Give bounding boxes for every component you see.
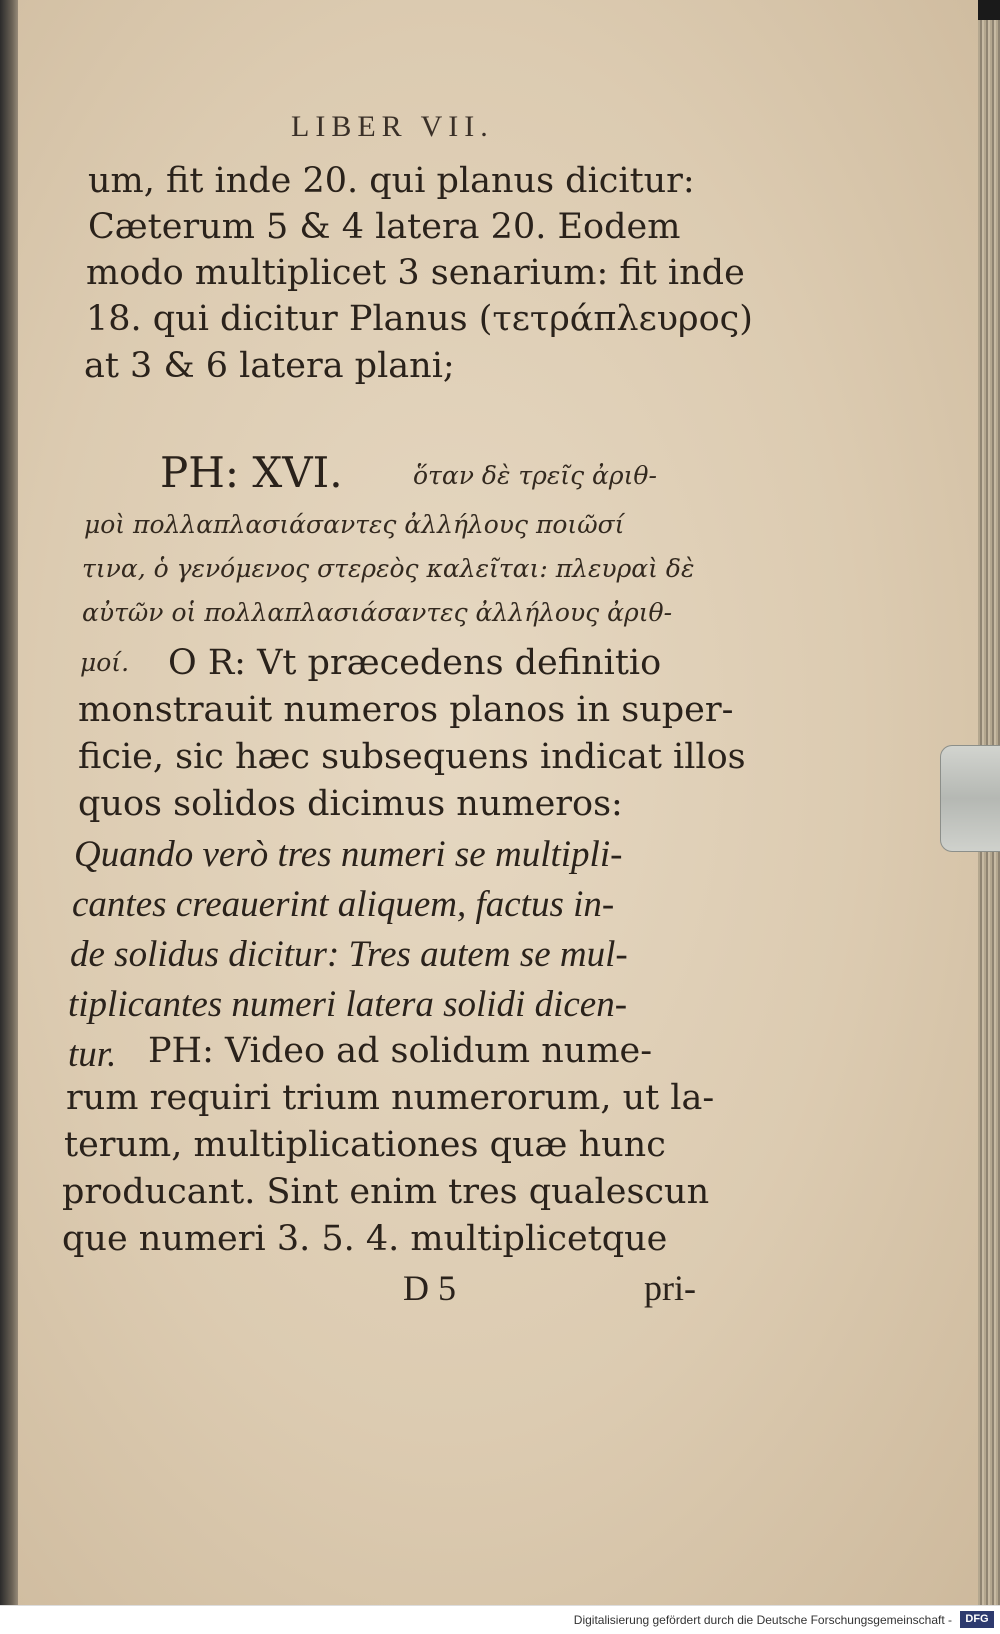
greek-line: μοὶ πολλαπλασιάσαντες ἀλλήλους ποιῶσί [84,510,625,539]
italic-line: cantes creauerint aliquem, factus in- [72,884,615,925]
bookmark-tab [940,745,1000,852]
greek-line: μοί. [80,648,130,677]
book-page [18,0,978,1634]
signature-mark: D 5 [403,1268,456,1308]
text-line: ficie, sic hæc subsequens indicat illos [78,737,746,777]
dfg-logo: DFG [960,1611,994,1628]
section-heading: PH: XVI. [160,448,343,497]
greek-line: ὅταν δὲ τρεῖς ἀριθ- [413,461,657,490]
greek-line: αὐτῶν οἱ πολλαπλασιάσαντες ἀλλήλους ἀριθ- [82,598,673,627]
text-line: um, fit inde 20. qui planus dicitur: [88,161,695,201]
italic-line: tur. [68,1034,117,1075]
text-line: 18. qui dicitur Planus (τετράπλευρος) [86,299,753,339]
italic-line: de solidus dicitur: Tres autem se mul- [70,934,628,975]
text-line: modo multiplicet 3 senarium: fit inde [86,253,745,293]
text-line: O R: Vt præcedens definitio [168,643,662,683]
catchword: pri- [644,1268,696,1308]
text-line: terum, multiplicationes quæ hunc [64,1125,666,1165]
facing-page-edge [0,0,20,1634]
text-line: at 3 & 6 latera plani; [84,346,455,386]
text-line: que numeri 3. 5. 4. multiplicetque [62,1219,668,1259]
footer-bar [0,1605,1000,1634]
italic-line: Quando verò tres numeri se multipli- [74,834,623,875]
text-line: Cæterum 5 & 4 latera 20. Eodem [88,207,681,247]
footer-credit: Digitalisierung gefördert durch die Deutsche Forschungsgemeinschaft - [573,1613,952,1627]
italic-line: tiplicantes numeri latera solidi dicen- [68,984,628,1025]
text-line: PH: Video ad solidum nume- [148,1031,653,1071]
text-line: quos solidos dicimus numeros: [78,784,623,824]
text-line: rum requiri trium numerorum, ut la- [66,1078,715,1118]
text-line: monstrauit numeros planos in super- [78,690,734,730]
running-head: LIBER VII. [291,110,494,143]
greek-line: τινα, ὁ γενόμενος στερεὸς καλεῖται: πλευραὶ δὲ [82,554,695,583]
text-line: producant. Sint enim tres qualescun [62,1172,710,1212]
